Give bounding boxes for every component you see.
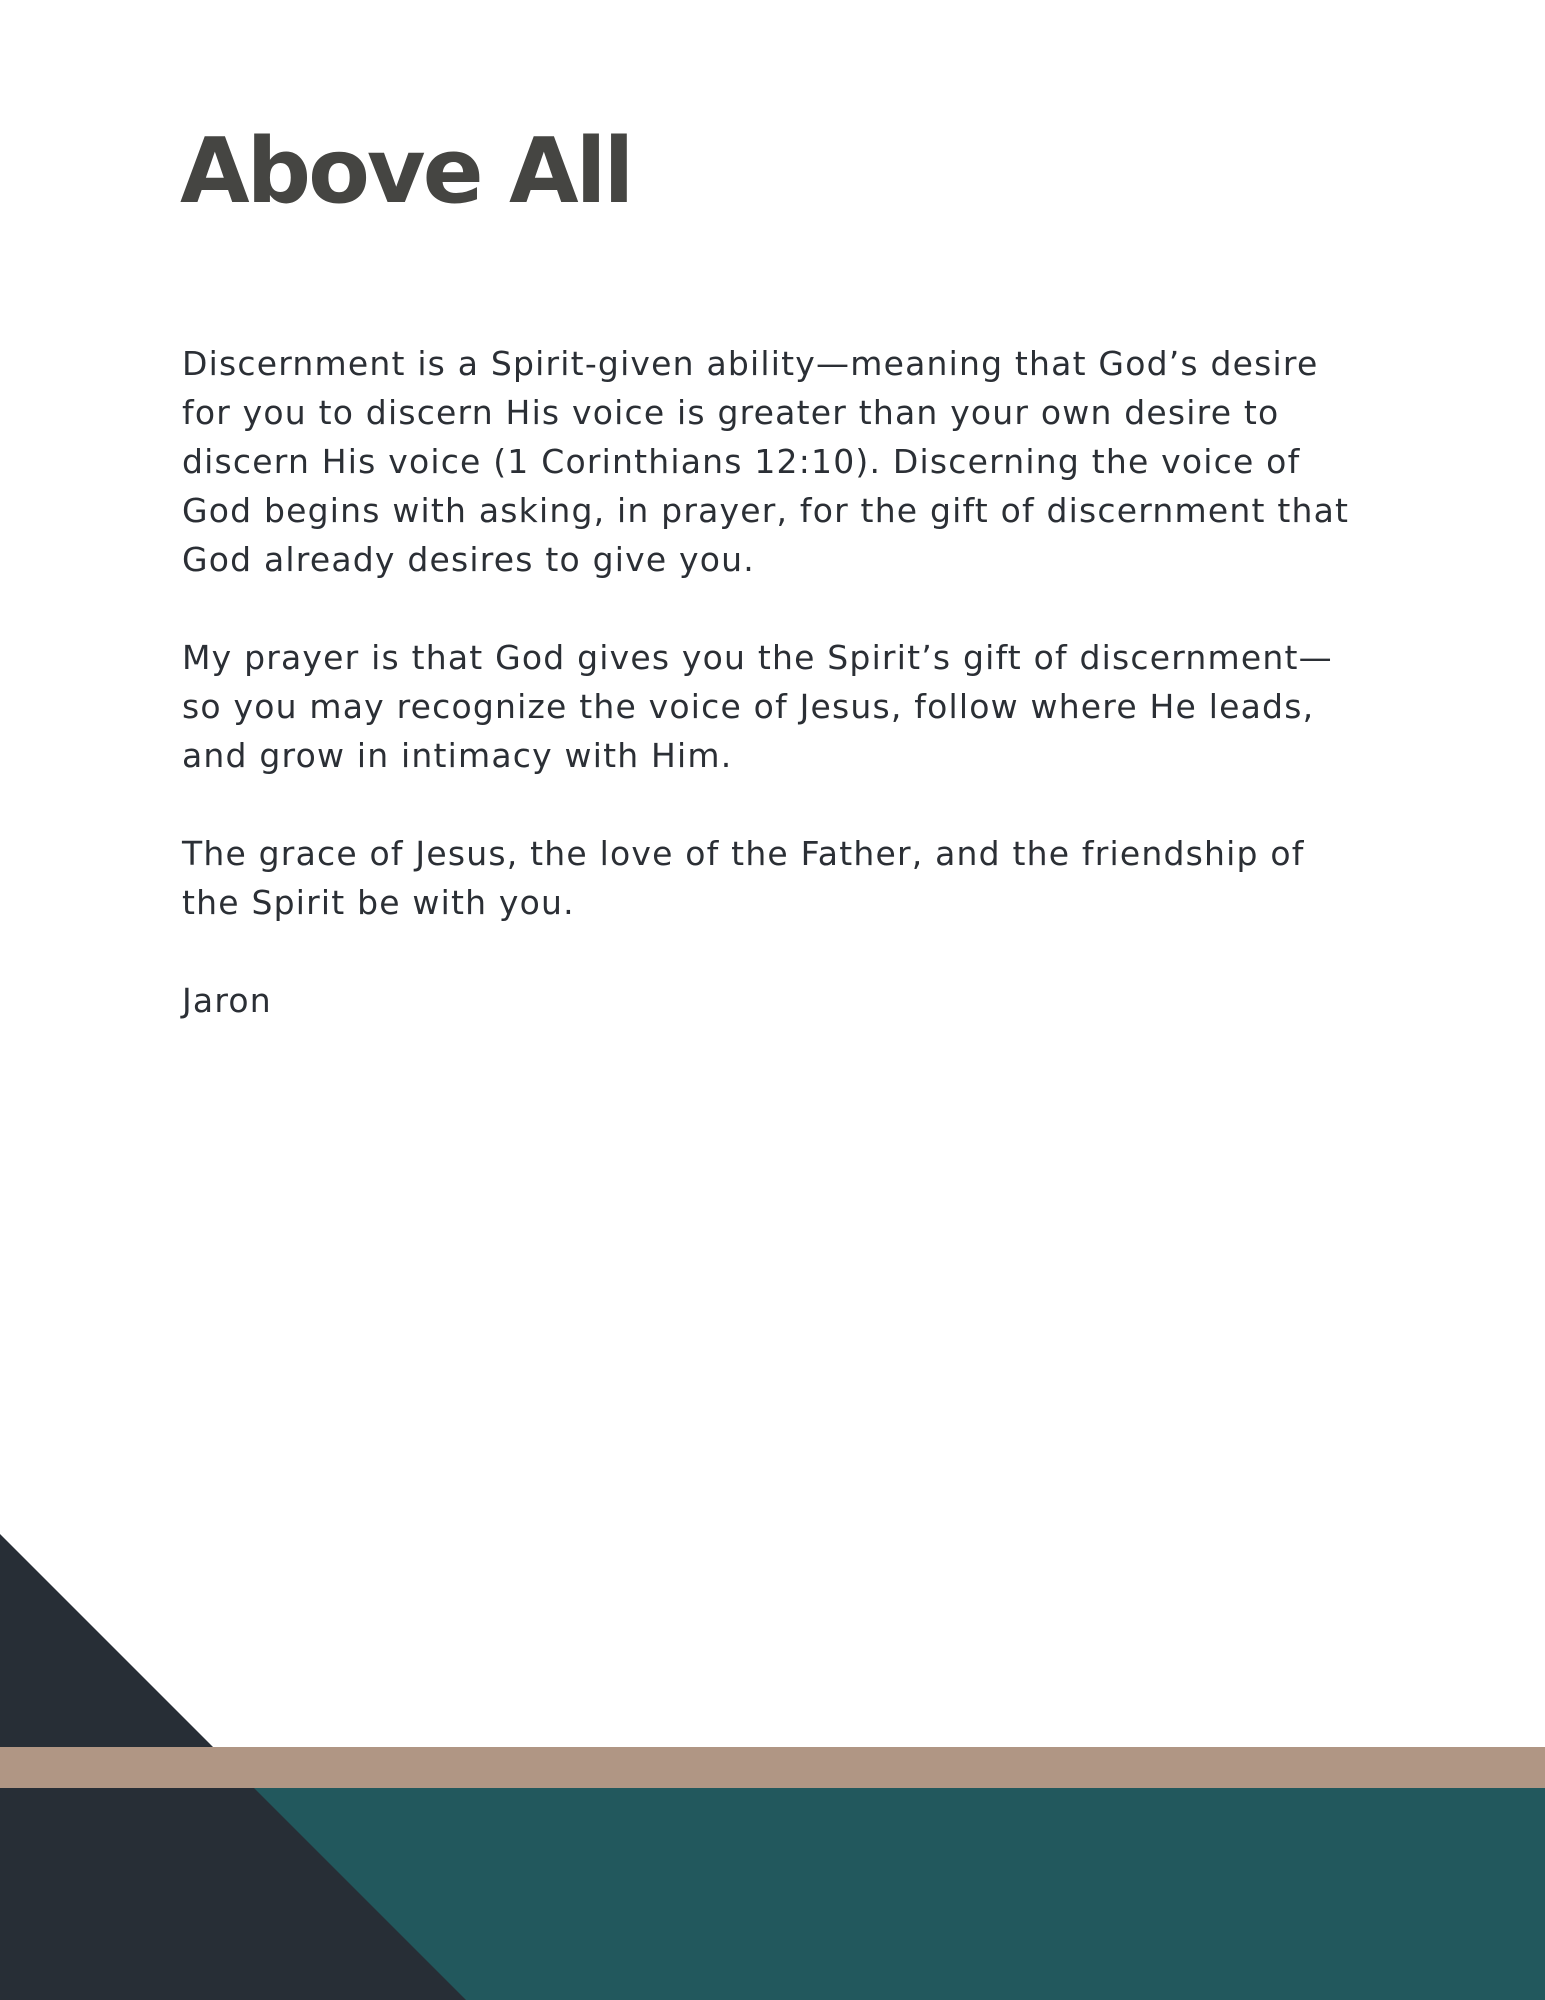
tan-stripe (0, 1747, 1545, 1788)
paragraph-blessing: The grace of Jesus, the love of the Father, and the friendship of the Spirit be with you. (182, 834, 1305, 922)
paragraph-discernment: Discernment is a Spirit-given ability—meaning that God’s desire for you to discern His voice is greater than your own desire to discern His voice (1 Corinthians 12:10). Discerning the voice of God begins with asking, in prayer, for the gift of discernment that God already desires to give you. (182, 344, 1350, 579)
paragraph-prayer: My prayer is that God gives you the Spirit’s gift of discernment—so you may recognize the voice of Jesus, follow where He leads, and grow in intimacy with Him. (182, 638, 1333, 775)
teal-band (0, 1788, 1545, 2000)
page-title: Above All (180, 119, 632, 224)
letter-body (182, 339, 1362, 1025)
signature: Jaron (182, 981, 272, 1020)
dark-triangle (0, 1534, 466, 2000)
